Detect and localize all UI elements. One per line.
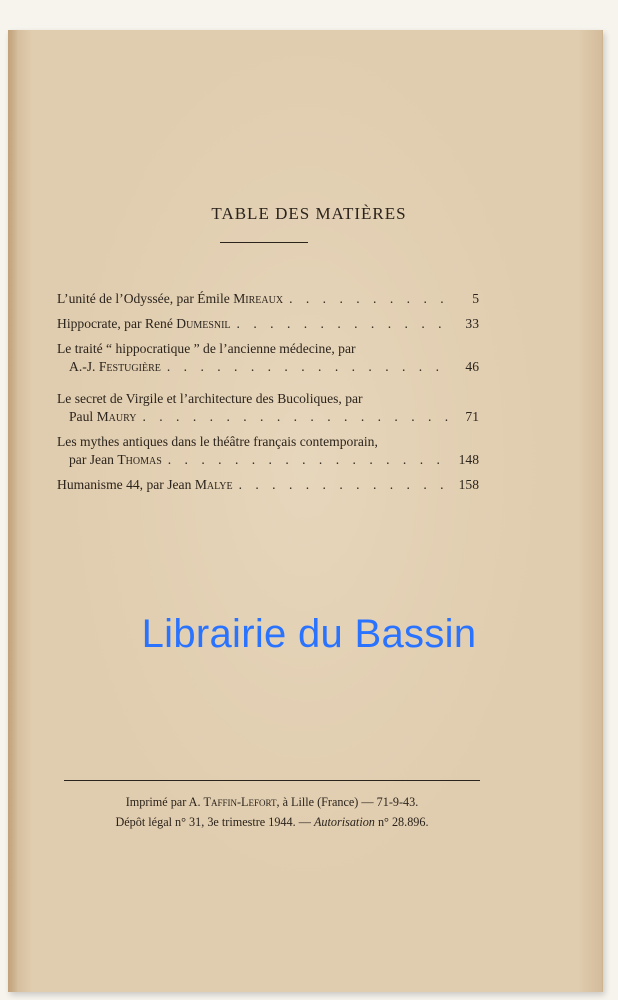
entry-author-first: par Jean xyxy=(69,452,114,467)
colophon xyxy=(64,792,480,832)
colophon-printer-prefix: Imprimé par A. xyxy=(125,795,201,809)
toc-entry xyxy=(57,476,479,494)
toc-line xyxy=(57,290,479,308)
colophon-rule xyxy=(64,780,480,781)
entry-author: Mireaux xyxy=(233,291,284,306)
table-of-contents xyxy=(57,290,479,501)
entry-text xyxy=(57,476,233,494)
entry-title: Humanisme 44, par Jean xyxy=(57,477,192,492)
entry-text xyxy=(69,358,161,376)
page-number: 46 xyxy=(465,359,479,374)
colophon-printer-name: Taffin-Lefort xyxy=(203,795,277,809)
title-rule xyxy=(220,242,308,243)
toc-line xyxy=(57,340,479,358)
page-number: 158 xyxy=(458,477,479,492)
entry-title: Le secret de Virgile et l’architecture des Bucoliques, par xyxy=(57,391,363,406)
page-title: TABLE DES MATIÈRES xyxy=(211,204,407,223)
dot-leader xyxy=(233,476,453,494)
entry-title: Les mythes antiques dans le théâtre français contemporain, xyxy=(57,434,378,449)
entry-text xyxy=(69,408,136,426)
toc-line xyxy=(57,390,479,408)
colophon-line-2 xyxy=(64,812,480,832)
colophon-printer-suffix: , à Lille (France) — 71-9-43. xyxy=(276,795,419,809)
entry-title: Le traité “ hippocratique ” de l’ancienne médecine, par xyxy=(57,341,356,356)
entry-author: Malye xyxy=(194,477,233,492)
toc-entry xyxy=(57,433,479,469)
entry-author-initials: A.-J. xyxy=(69,359,96,374)
page-number: 71 xyxy=(465,409,479,424)
book-page xyxy=(8,30,603,992)
entry-author: Dumesnil xyxy=(176,316,231,331)
entry-text xyxy=(69,451,162,469)
entry-author: Maury xyxy=(96,409,137,424)
entry-text xyxy=(57,290,283,308)
dot-leader xyxy=(231,315,453,333)
entry-author: Festugière xyxy=(98,359,161,374)
toc-line xyxy=(57,433,479,451)
page-number: 33 xyxy=(465,316,479,331)
toc-entry xyxy=(57,315,479,333)
colophon-line-1 xyxy=(64,792,480,812)
toc-line xyxy=(57,358,479,376)
entry-title: Hippocrate, par René xyxy=(57,316,173,331)
dot-leader xyxy=(161,358,453,376)
colophon-legal-deposit: Dépôt légal n° 31, 3e trimestre 1944. — xyxy=(115,815,311,829)
entry-author: Thomas xyxy=(117,452,162,467)
watermark-text: Librairie du Bassin xyxy=(141,612,477,656)
page-number: 5 xyxy=(472,291,479,306)
colophon-authorisation-number: n° 28.896. xyxy=(377,815,429,829)
colophon-authorisation-label: Autorisation xyxy=(313,815,375,829)
dot-leader xyxy=(136,408,453,426)
toc-line xyxy=(57,408,479,426)
entry-author-first: Paul xyxy=(69,409,94,424)
toc-entry xyxy=(57,290,479,308)
dot-leader xyxy=(283,290,453,308)
toc-entry xyxy=(57,390,479,426)
toc-entry xyxy=(57,340,479,376)
entry-text xyxy=(57,315,231,333)
toc-line xyxy=(57,315,479,333)
page-number: 148 xyxy=(458,452,479,467)
toc-line xyxy=(57,451,479,469)
toc-line xyxy=(57,476,479,494)
entry-title: L’unité de l’Odyssée, par Émile xyxy=(57,291,230,306)
dot-leader xyxy=(162,451,453,469)
